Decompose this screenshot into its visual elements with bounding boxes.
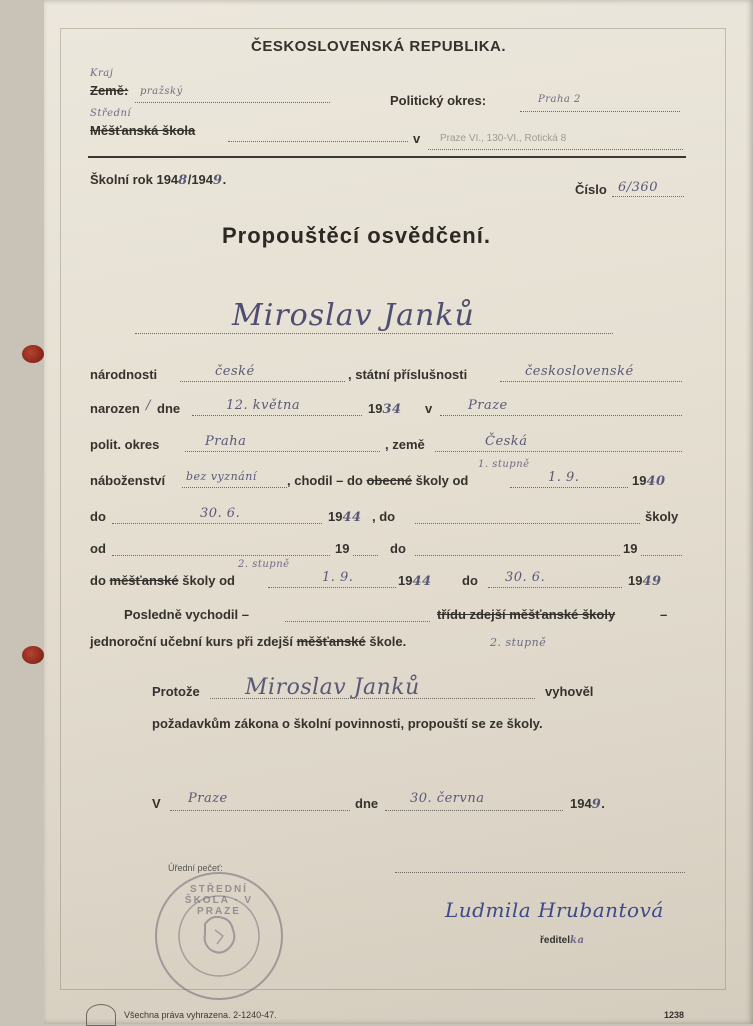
od-label: od xyxy=(90,541,106,556)
to-year-2-prefix: 19 xyxy=(628,573,643,588)
from-year-1-prefix: 19 xyxy=(632,473,647,488)
date-year: 1949. xyxy=(570,796,605,812)
reditel-text: ředitel xyxy=(540,935,571,946)
okres-value: Praha 2 xyxy=(538,94,581,105)
verdict-name: Miroslav Janků xyxy=(245,675,420,700)
kurs-row xyxy=(90,634,406,649)
obecne-text: obecné xyxy=(366,473,412,488)
republic-heading: ČESKOSLOVENSKÁ REPUBLIKA. xyxy=(251,38,507,55)
narodnosti-value: české xyxy=(215,364,255,379)
okres-line xyxy=(520,111,680,112)
zeme-value: pražský xyxy=(140,86,183,97)
official-stamp xyxy=(155,872,283,1000)
to-date-2: 30. 6. xyxy=(505,570,546,585)
zeme-row-label: , země xyxy=(385,437,425,452)
rok-label: Školní rok 194 xyxy=(90,172,179,187)
place-v-label: V xyxy=(152,796,161,811)
narozen-mark: / xyxy=(146,398,151,413)
year-19-b-line xyxy=(641,555,682,556)
to-date-1: 30. 6. xyxy=(200,506,241,521)
do-label-3: do xyxy=(390,541,406,556)
skoly-od-text: školy od xyxy=(415,473,469,488)
zeme-row-line xyxy=(435,451,682,452)
polit-value: Praha xyxy=(205,434,247,449)
uredni-pecet-label: Úřední pečeť: xyxy=(168,863,223,873)
date-line xyxy=(385,810,563,811)
to-date-2-line xyxy=(488,587,622,588)
kraj-handwritten: Kraj xyxy=(90,68,114,79)
okres-label: Politický okres: xyxy=(390,93,487,108)
statni-label: , státní příslušnosti xyxy=(348,367,468,382)
tridu-dash: – xyxy=(660,607,668,622)
nabozenstvi-line xyxy=(182,487,287,488)
date-dne-label: dne xyxy=(355,796,379,811)
skole-text: škole. xyxy=(369,634,407,649)
stupne-3: 2. stupně xyxy=(490,636,547,649)
stredni-handwritten: Střední xyxy=(90,108,132,119)
cislo-line xyxy=(612,196,684,197)
posledne-line xyxy=(285,621,430,622)
to-year-2-suffix: 49 xyxy=(642,574,662,589)
place-line xyxy=(170,810,350,811)
birth-year-suffix: 34 xyxy=(382,402,402,417)
birth-year-prefix: 19 xyxy=(368,401,383,416)
chodil-do: do xyxy=(346,473,363,488)
to-year-2 xyxy=(628,573,662,589)
od-line xyxy=(112,555,330,556)
from-year-2-prefix: 19 xyxy=(398,573,413,588)
do-3-line xyxy=(415,555,620,556)
narozen-label: narozen xyxy=(90,401,140,416)
reditel-label xyxy=(540,935,584,946)
punch-hole-top xyxy=(22,345,44,363)
birth-date-line xyxy=(192,415,362,416)
v-label: v xyxy=(413,131,421,146)
mestanske-2-strike: měšťanské xyxy=(296,634,366,649)
school-year: Školní rok 1948/1949. xyxy=(90,172,227,188)
nabozenstvi-value: bez vyznání xyxy=(186,470,257,483)
posledne-label: Posledně vychodil – xyxy=(124,607,249,622)
form-number: 1238 xyxy=(664,1010,685,1020)
skoly-od-2: školy od xyxy=(182,573,235,588)
stupne-1: 1. stupně xyxy=(478,459,530,470)
header-rule xyxy=(88,156,686,158)
year-19-a-line xyxy=(353,555,378,556)
rights-text: Všechna práva vyhrazena. 2-1240-47. xyxy=(124,1010,277,1020)
year-19-b: 19 xyxy=(623,541,638,556)
stamp-text: STŘEDNÍ ŠKOLA · V PRAZE xyxy=(184,884,254,917)
stupne-2: 2. stupně xyxy=(238,559,290,570)
skola-line xyxy=(228,141,408,142)
to-year-1 xyxy=(328,509,362,525)
statni-value: československé xyxy=(525,364,634,379)
birth-date: 12. května xyxy=(226,398,301,413)
do-label-2: , do xyxy=(372,509,396,524)
zeme-line xyxy=(135,102,330,103)
cislo-value: 6/360 xyxy=(618,180,658,195)
certificate-title: Propouštěcí osvědčení. xyxy=(222,223,491,248)
posledne-text: Posledně vychodil xyxy=(124,607,239,622)
narodnosti-line xyxy=(180,381,345,382)
signature-text: Ludmila Hrubantová xyxy=(445,898,664,922)
do-row-label: do xyxy=(90,509,106,524)
cislo-label: Číslo xyxy=(575,182,607,197)
do-school-line xyxy=(415,523,640,524)
dne-label: dne xyxy=(157,401,181,416)
to-year-1-prefix: 19 xyxy=(328,509,343,524)
from-date-2: 1. 9. xyxy=(322,570,354,585)
signature-line xyxy=(395,872,685,873)
place-value: Praze xyxy=(188,791,228,806)
polit-line xyxy=(185,451,380,452)
protoze-label: Protože xyxy=(152,684,200,699)
birth-v-label: v xyxy=(425,401,433,416)
tridu-text: třídu zdejší měšťanské školy xyxy=(437,607,616,622)
zeme-row-value: Česká xyxy=(485,434,528,449)
statni-label-text: státní příslušnosti xyxy=(355,367,468,382)
mestanske-row xyxy=(90,573,235,588)
from-date-1-line xyxy=(510,487,628,488)
from-date-1: 1. 9. xyxy=(548,470,580,485)
mestanske-strike: měšťanské xyxy=(109,573,179,588)
from-year-2 xyxy=(398,573,432,589)
reditel-suffix: ka xyxy=(570,935,585,946)
kurs-label: jednoroční učební kurs při zdejší xyxy=(90,634,293,649)
to-year-1-suffix: 44 xyxy=(342,510,362,525)
statni-line xyxy=(500,381,682,382)
skola-label xyxy=(90,123,195,138)
rok-hw1: 8 xyxy=(178,173,188,188)
verdict-text: požadavkům zákona o školní povinnosti, propouští se ze školy. xyxy=(152,716,543,731)
to-date-1-line xyxy=(112,523,322,524)
vyhovel-label: vyhověl xyxy=(545,684,594,699)
skola-label-text: Měšťanská škola xyxy=(90,123,196,138)
zeme-row-label-text: země xyxy=(392,437,425,452)
from-year-1-suffix: 40 xyxy=(646,474,666,489)
printer-logo-icon xyxy=(86,1004,116,1026)
birth-place-line xyxy=(440,415,682,416)
name-line xyxy=(135,333,613,334)
rok-mid: /194 xyxy=(187,172,214,187)
polit-label: polit. okres xyxy=(90,437,160,452)
year-19-a: 19 xyxy=(335,541,350,556)
address-line xyxy=(428,149,683,150)
skoly-label: školy xyxy=(645,509,679,524)
zeme-label: Země: xyxy=(90,83,129,98)
from-year-2-suffix: 44 xyxy=(412,574,432,589)
date-year-prefix: 194 xyxy=(570,796,592,811)
birth-place: Praze xyxy=(468,398,508,413)
narodnosti-label: národnosti xyxy=(90,367,158,382)
nabozenstvi-label: náboženství xyxy=(90,473,166,488)
from-date-2-line xyxy=(268,587,396,588)
from-year-1 xyxy=(632,473,666,489)
punch-hole-bottom xyxy=(22,646,44,664)
verdict-name-line xyxy=(210,698,535,699)
mestanske-row-do: do xyxy=(90,573,106,588)
birth-year xyxy=(368,401,402,417)
date-year-suffix: 9 xyxy=(591,797,602,812)
chodil-text: , chodil xyxy=(287,473,333,488)
do-label-4: do xyxy=(462,573,478,588)
skola-address: Praze VI., 130-VI., Rotická 8 xyxy=(440,133,567,144)
chodil-label: , chodil – do obecné školy od xyxy=(287,473,469,488)
date-value: 30. června xyxy=(410,791,485,806)
rok-hw2: 9 xyxy=(213,173,223,188)
student-name: Miroslav Janků xyxy=(232,298,475,333)
